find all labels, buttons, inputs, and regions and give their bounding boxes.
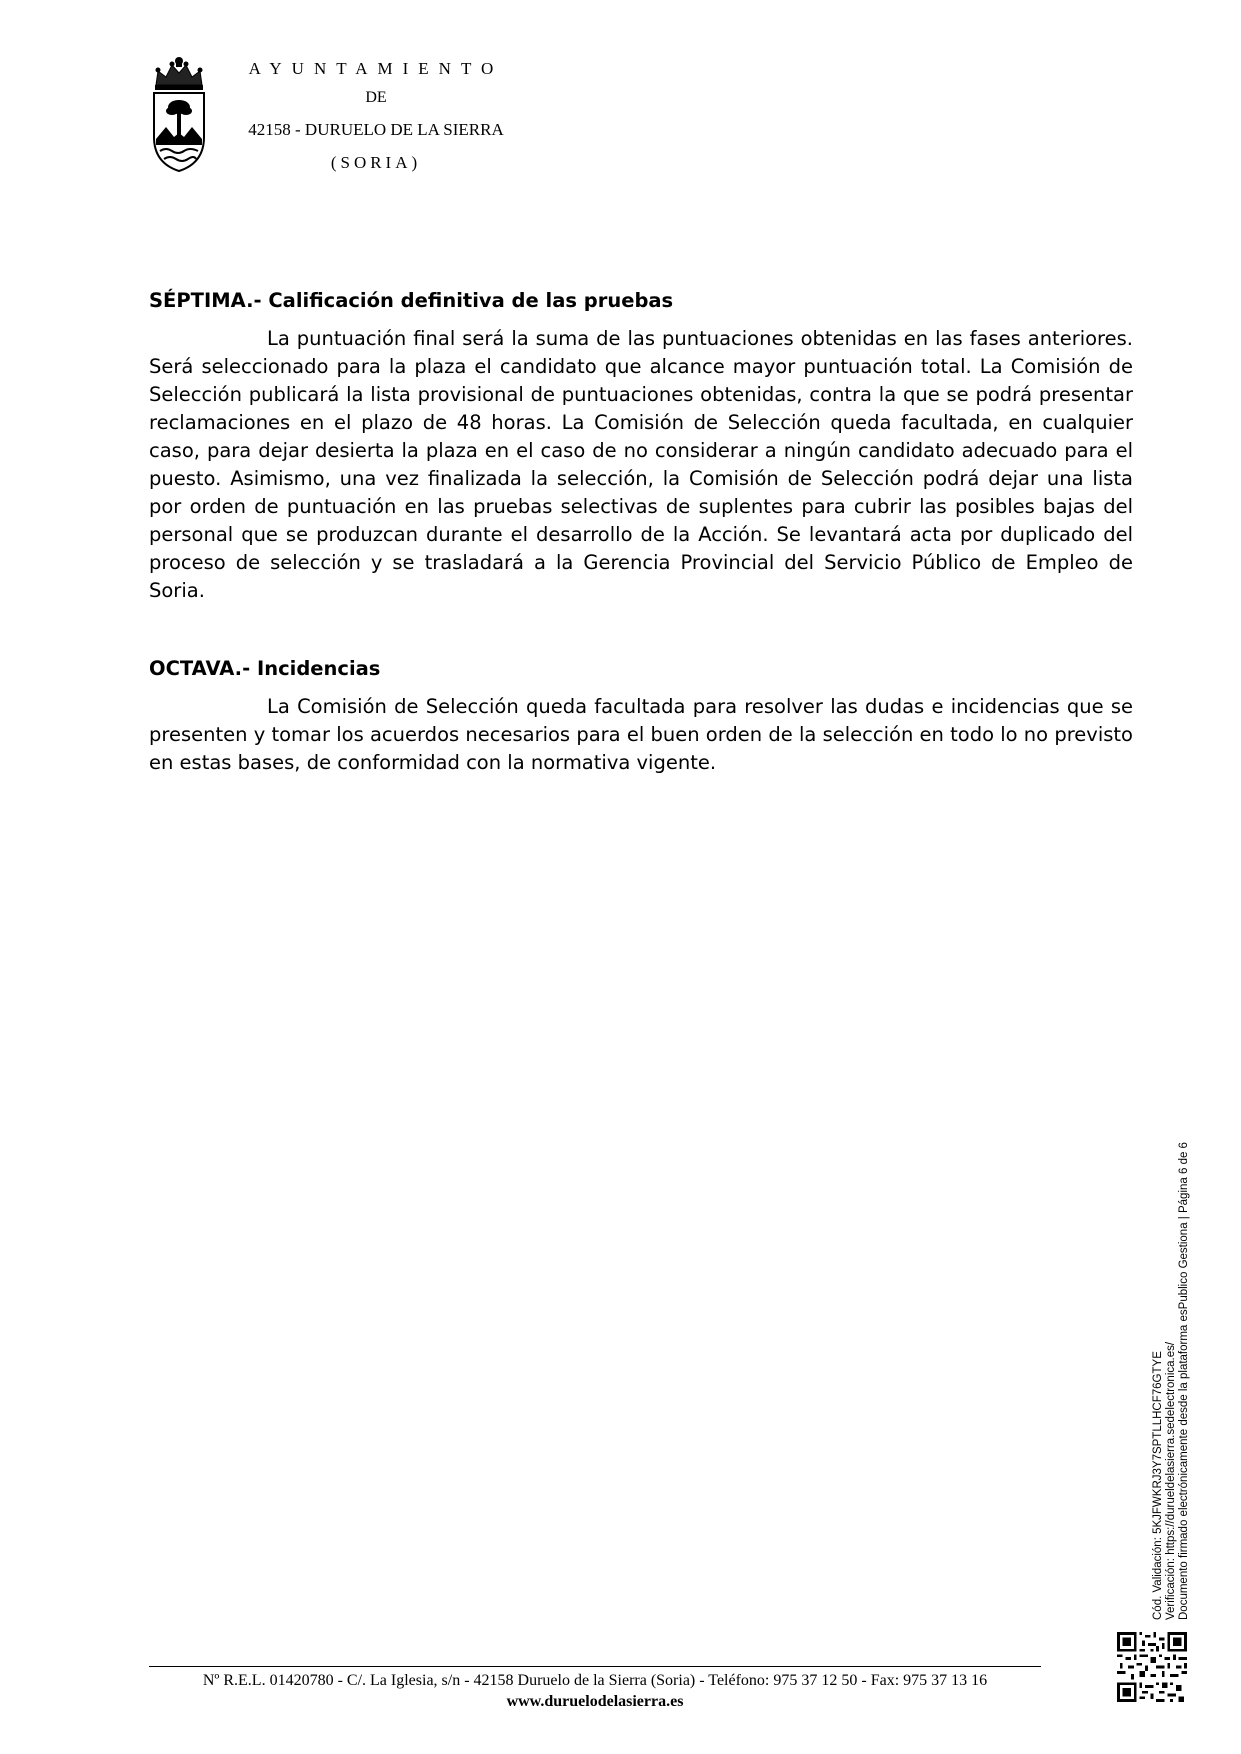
footer-address: Nº R.E.L. 01420780 - C/. La Iglesia, s/n - 42158 Duruelo de la Sierra (Soria) - Teléfono: 975 37 12 50 - Fax: 975 37 13 16: [202, 1672, 988, 1689]
qr-code-icon: [1117, 1632, 1187, 1702]
letterhead-town: 42158 - DURUELO DE LA SIERRA: [248, 120, 504, 139]
footer-website-link[interactable]: www.duruelodelasierra.es: [506, 1693, 684, 1710]
letterhead-municipality-label: AYUNTAMIENTO: [248, 59, 504, 78]
letterhead-province: (SORIA): [330, 153, 422, 172]
footer-divider: [149, 1666, 1041, 1667]
section-body-octava: La Comisión de Selección queda facultada para resolver las dudas e incidencias que se presenten y tomar los acuerdos necesarios para el buen orden de la selección en todo lo no previsto en estas bases, de conformidad con la normativa vigente.: [149, 695, 1133, 774]
coat-of-arms-icon: [148, 55, 210, 173]
section-title-septima: SÉPTIMA.- Calificación definitiva de las pruebas: [149, 289, 674, 312]
letterhead: [148, 55, 548, 185]
validation-signature-note: Documento firmado electrónicamente desde la plataforma esPublico Gestiona | Página 6 de 6: [1178, 1142, 1190, 1620]
letterhead-de: DE: [365, 89, 387, 106]
section-spacer: [149, 605, 1133, 655]
validation-code: Cód. Validación: 5KJFWKRJ3Y7SPTLLHCF76GTYE: [1152, 1351, 1164, 1620]
validation-url[interactable]: Verificación: https://durueldelasierra.sedelectronica.es/: [1165, 1341, 1177, 1620]
validation-stamp: [1152, 1100, 1191, 1620]
section-title-octava: OCTAVA.- Incidencias: [149, 657, 381, 680]
document-body: [149, 287, 1133, 777]
section-body-septima: La puntuación final será la suma de las puntuaciones obtenidas en las fases anteriores. Será seleccionado para la plaza el candidato que alcance mayor puntuación total. La Comisión de Selección publicará la lista provisional de puntuaciones obtenidas, contra la que se podrá presentar reclamaciones en el plazo de 48 horas. La Comisión de Selección queda facultada, en cualquier caso, para dejar desierta la plaza en el caso de no considerar a ningún candidato adecuado para el puesto. Asimismo, una vez finalizada la selección, la Comisión de Selección podrá dejar una lista por orden de puntuación en las pruebas selectivas de suplentes para cubrir las posibles bajas del personal que se produzcan durante el desarrollo de la Acción. Se levantará acta por duplicado del proceso de selección y se trasladará a la Gerencia Provincial del Servicio Público de Empleo de Soria.: [149, 327, 1133, 602]
